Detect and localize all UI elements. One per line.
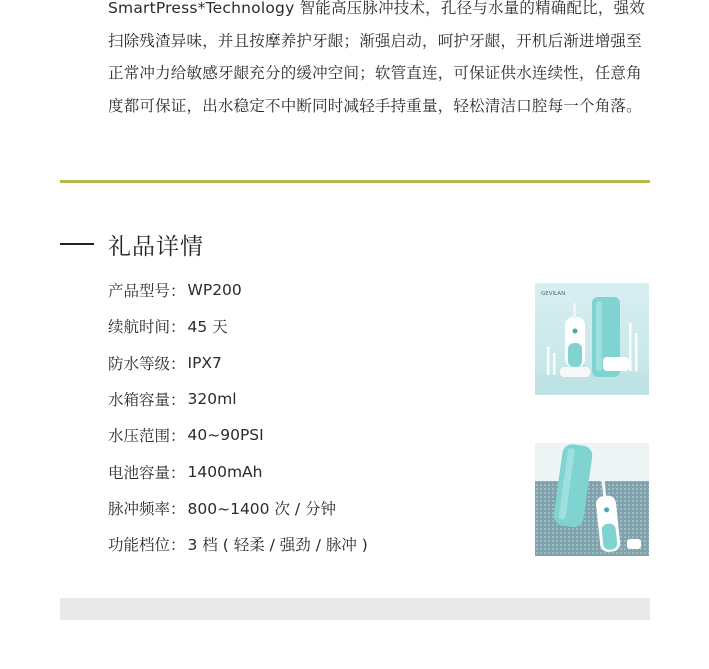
spec-label: 防水等级： bbox=[108, 354, 186, 373]
spec-battery-capacity bbox=[108, 453, 368, 489]
spec-label: 脉冲频率： bbox=[108, 499, 186, 518]
spec-value: 40~90PSI bbox=[187, 426, 264, 445]
spec-value: 320ml bbox=[187, 390, 237, 409]
spec-battery-life bbox=[108, 308, 368, 344]
intro-paragraph: SmartPress*Technology 智能高压脉冲技术，孔径与水量的精确配比，强效扫除残渣异味，并且按摩养护牙龈；渐强启动，呵护牙龈，开机后渐进增强至正常冲力给敏感牙龈充分的缓冲空间；软管直连，可保证供水连续性，任意角度都可保证，出水稳定不中断同时减轻手持重量，轻松清洁口腔每一个角落。 bbox=[108, 0, 645, 115]
spec-list bbox=[108, 272, 368, 562]
product-illustration bbox=[535, 283, 649, 395]
spec-label: 续航时间： bbox=[108, 318, 186, 337]
section-heading bbox=[60, 226, 204, 262]
spec-value: 3 档 ( 轻柔 / 强劲 / 脉冲 ) bbox=[187, 536, 368, 555]
heading-dash bbox=[60, 243, 94, 245]
spec-label: 功能档位： bbox=[108, 536, 186, 555]
spec-tank-capacity bbox=[108, 381, 368, 417]
section-title: 礼品详情 bbox=[108, 233, 204, 260]
section-divider bbox=[60, 180, 650, 183]
product-photo-on-towel bbox=[535, 443, 649, 556]
spec-value: IPX7 bbox=[187, 353, 222, 372]
product-photo-with-case bbox=[535, 283, 649, 395]
spec-modes bbox=[108, 526, 368, 562]
spec-value: 45 天 bbox=[187, 318, 228, 337]
spec-pressure-range bbox=[108, 417, 368, 453]
spec-label: 水箱容量： bbox=[108, 391, 186, 410]
spec-label: 产品型号： bbox=[108, 282, 186, 301]
spec-label: 水压范围： bbox=[108, 427, 186, 446]
spec-value: WP200 bbox=[187, 281, 242, 300]
spec-label: 电池容量： bbox=[108, 463, 186, 482]
spec-waterproof bbox=[108, 345, 368, 381]
product-illustration bbox=[535, 443, 649, 556]
footer-band bbox=[60, 598, 650, 620]
brand-logo: GEVILAN bbox=[541, 291, 566, 297]
spec-pulse-frequency bbox=[108, 490, 368, 526]
spec-model bbox=[108, 272, 368, 308]
spec-value: 1400mAh bbox=[187, 462, 263, 481]
spec-value: 800~1400 次 / 分钟 bbox=[187, 499, 337, 518]
